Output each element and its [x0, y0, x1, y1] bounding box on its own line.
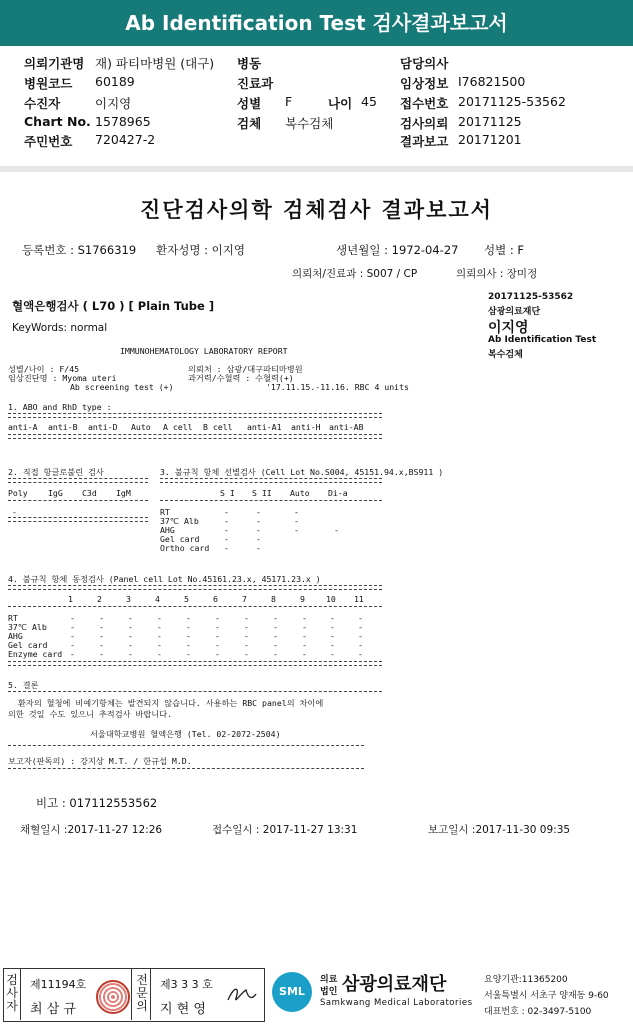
screen-cell: -	[256, 525, 261, 535]
screen-cell: -	[224, 543, 229, 553]
screen-cell: -	[224, 534, 229, 544]
lab-diagnosis: 임상진단명 : Myoma uteri	[8, 373, 117, 383]
panel-cell: -	[186, 613, 191, 623]
panel-cell: -	[215, 613, 220, 623]
label-examiner-2: 사	[6, 986, 18, 1000]
label-accession-no: 접수번호	[400, 96, 449, 111]
panel-cell: -	[157, 649, 162, 659]
reporter: 보고자(판독의) : 강지상 M.T. / 한규섭 M.D.	[8, 756, 192, 766]
screen-row-label: Gel card	[160, 534, 200, 544]
value-age: 45	[361, 94, 377, 109]
value-institution: 재) 파티마병원 (대구)	[95, 56, 215, 71]
screen-col-sii: S II	[252, 488, 272, 498]
sticker-org: 삼광의료재단	[488, 307, 541, 317]
label-report-date: 결과보고	[400, 134, 449, 149]
label-ward: 병동	[237, 56, 262, 71]
panel-col: 11	[354, 594, 364, 604]
screen-row-label: RT	[160, 507, 170, 517]
label-resident-no: 주민번호	[24, 134, 73, 149]
org-prefix-1: 의료	[320, 975, 338, 985]
value-resident-no: 720427-2	[95, 132, 156, 147]
panel-col: 6	[213, 594, 218, 604]
panel-cell: -	[99, 613, 104, 623]
panel-cell: -	[244, 613, 249, 623]
panel-cell: -	[99, 649, 104, 659]
panel-cell: -	[273, 631, 278, 641]
abo-col-9: anti-AB	[329, 422, 364, 432]
value-request-date: 20171125	[458, 114, 522, 129]
report-header-title: Ab Identification Test 검사결과보고서	[0, 0, 633, 46]
panel-cell: -	[358, 613, 363, 623]
lab-report-heading: IMMUNOHEMATOLOGY LABORATORY REPORT	[120, 346, 288, 356]
seal-stamp	[96, 980, 130, 1014]
remark: 비고 : 017112553562	[36, 796, 158, 810]
sticker-name: 이지영	[488, 320, 529, 336]
sticker-specimen: 복수검체	[488, 350, 523, 360]
screen-row-label: Ortho card	[160, 543, 210, 553]
panel-cell: -	[330, 640, 335, 650]
sticker-test: Ab Identification Test	[488, 335, 597, 345]
screen-col-auto: Auto	[290, 488, 310, 498]
panel-col: 8	[271, 594, 276, 604]
panel-cell: -	[70, 640, 75, 650]
panel-col: 5	[184, 594, 189, 604]
department: 의뢰처/진료과 : S007 / CP	[292, 268, 418, 280]
label-patient: 수진자	[24, 96, 61, 111]
scanned-report	[0, 172, 633, 962]
screen-cell: -	[256, 543, 261, 553]
signature-mark	[224, 984, 258, 1006]
divider	[8, 585, 382, 590]
divider	[8, 606, 382, 607]
value-patient: 이지영	[95, 96, 132, 111]
panel-row-label: 37℃ Alb	[8, 622, 47, 632]
panel-cell: -	[358, 640, 363, 650]
panel-cell: -	[157, 622, 162, 632]
panel-cell: -	[302, 622, 307, 632]
panel-cell: -	[273, 613, 278, 623]
requesting-doctor: 의뢰의사 : 장미정	[456, 268, 538, 280]
sml-logo-icon: SML	[272, 972, 312, 1012]
panel-cell: -	[244, 631, 249, 641]
panel-cell: -	[215, 640, 220, 650]
panel-cell: -	[215, 649, 220, 659]
lab-transfusion-detail: '17.11.15.-11.16. RBC 4 units	[266, 382, 409, 392]
panel-cell: -	[358, 622, 363, 632]
address: 서울특별시 서초구 양재동 9-60	[484, 991, 609, 1001]
divider	[8, 478, 148, 483]
dat-col-c3d: C3d	[82, 488, 97, 498]
value-accession-no: 20171125-53562	[458, 94, 566, 109]
panel-cell: -	[70, 622, 75, 632]
screen-col-dia: Di-a	[328, 488, 348, 498]
institution-code: 요양기관:11365200	[484, 975, 568, 985]
value-specimen: 복수검체	[285, 116, 334, 131]
divider	[131, 968, 132, 1020]
label-department: 진료과	[237, 76, 274, 91]
abo-col-3: anti-D	[88, 422, 118, 432]
specialist-name: 지 현 영	[160, 1002, 206, 1017]
panel-row-label: RT	[8, 613, 18, 623]
panel-cell: -	[330, 613, 335, 623]
label-doctor: 담당의사	[400, 56, 449, 71]
screen-cell: -	[256, 534, 261, 544]
divider	[8, 434, 382, 439]
label-specialist-2: 문	[136, 986, 148, 1000]
patient-name: 환자성명 : 이지영	[156, 243, 245, 257]
label-hospital-code: 병원코드	[24, 76, 73, 91]
divider	[150, 968, 151, 1020]
lab-transfusion-history: 과거력/수혈력 : 수혈력(+)	[188, 373, 294, 383]
section-dat: 2. 직접 항글로불린 검사	[8, 467, 104, 477]
panel-cell: -	[302, 613, 307, 623]
panel-cell: -	[70, 631, 75, 641]
panel-cell: -	[128, 613, 133, 623]
specimen-label-sticker	[484, 288, 614, 360]
value-clinical-info: I76821500	[458, 74, 526, 89]
panel-col: 7	[242, 594, 247, 604]
screen-cell: -	[294, 507, 299, 517]
abo-col-5: A cell	[163, 422, 193, 432]
divider	[8, 500, 148, 501]
patient-sex: 성별 : F	[484, 243, 525, 257]
panel-cell: -	[186, 631, 191, 641]
panel-cell: -	[128, 640, 133, 650]
panel-cell: -	[128, 649, 133, 659]
panel-cell: -	[302, 649, 307, 659]
panel-cell: -	[330, 631, 335, 641]
panel-cell: -	[186, 622, 191, 632]
label-specialist-1: 전	[136, 973, 148, 987]
panel-cell: -	[302, 640, 307, 650]
panel-col: 10	[326, 594, 336, 604]
patient-info-panel	[0, 48, 633, 166]
panel-cell: -	[186, 640, 191, 650]
dat-value: -	[12, 507, 17, 517]
panel-cell: -	[358, 649, 363, 659]
panel-cell: -	[302, 631, 307, 641]
phone-number: 대표번호 : 02-3497-5100	[484, 1007, 592, 1017]
report-title: 진단검사의학 검체검사 결과보고서	[140, 198, 493, 222]
panel-cell: -	[273, 649, 278, 659]
panel-cell: -	[244, 649, 249, 659]
screen-cell: -	[294, 516, 299, 526]
sticker-accession: 20171125-53562	[488, 292, 574, 302]
screen-cell: -	[256, 516, 261, 526]
panel-col: 9	[300, 594, 305, 604]
panel-row-label: Enzyme card	[8, 649, 63, 659]
divider	[8, 661, 382, 666]
value-hospital-code: 60189	[95, 74, 135, 89]
screen-col-si: S I	[220, 488, 235, 498]
divider	[160, 500, 382, 501]
screen-cell: -	[334, 525, 339, 535]
lab-sex-age: 성별/나이 : F/45	[8, 364, 80, 374]
label-examiner-3: 자	[6, 999, 18, 1013]
value-report-date: 20171201	[458, 132, 522, 147]
lab-hospital: 의뢰처 : 삼광/대구파티마병원	[188, 364, 303, 374]
panel-col: 2	[97, 594, 102, 604]
panel-row-label: Gel card	[8, 640, 48, 650]
divider	[8, 691, 382, 692]
org-prefix-2: 법인	[320, 987, 338, 997]
panel-col: 3	[126, 594, 131, 604]
screen-cell: -	[224, 516, 229, 526]
lab-diagnosis-2: Ab screening test (+)	[70, 382, 174, 392]
abo-col-2: anti-B	[48, 422, 78, 432]
panel-cell: -	[99, 631, 104, 641]
panel-cell: -	[273, 640, 278, 650]
collection-datetime: 채혈일시 :2017-11-27 12:26	[20, 824, 163, 836]
section-antibody-id: 4. 불규칙 항체 동정검사 (Panel cell Lot No.45161.23.x, 45171.23.x )	[8, 574, 321, 584]
org-name: 삼광의료재단	[342, 974, 447, 995]
panel-cell: -	[157, 640, 162, 650]
panel-cell: -	[244, 622, 249, 632]
panel-cell: -	[330, 649, 335, 659]
screen-cell: -	[224, 507, 229, 517]
specialist-license-no: 제3 3 3 호	[160, 978, 213, 991]
label-request-date: 검사의뢰	[400, 116, 449, 131]
panel-cell: -	[157, 613, 162, 623]
abo-col-4: Auto	[131, 422, 151, 432]
footer	[0, 962, 633, 1034]
label-age: 나이	[328, 96, 353, 111]
abo-col-1: anti-A	[8, 422, 38, 432]
screen-cell: -	[224, 525, 229, 535]
screen-row-label: 37℃ Alb	[160, 516, 199, 526]
conclusion-text-2: 의한 것일 수도 있으니 추적검사 바랍니다.	[8, 709, 173, 719]
panel-cell: -	[273, 622, 278, 632]
panel-cell: -	[99, 640, 104, 650]
date-of-birth: 생년월일 : 1972-04-27	[336, 243, 459, 257]
screen-row-label: AHG	[160, 525, 175, 535]
dat-col-poly: Poly	[8, 488, 28, 498]
abo-col-7: anti-A1	[247, 422, 282, 432]
panel-cell: -	[70, 613, 75, 623]
panel-cell: -	[99, 622, 104, 632]
panel-cell: -	[358, 631, 363, 641]
section-antibody-screen: 3. 불규칙 항체 선별검사 (Cell Lot No.S004, 45151.94.x,BS911 )	[160, 467, 444, 477]
label-specimen: 검체	[237, 116, 262, 131]
panel-cell: -	[244, 640, 249, 650]
section-abo-rhd: 1. ABO and RhD type :	[8, 402, 112, 412]
examiner-name: 최 삼 규	[30, 1002, 76, 1017]
label-specialist-3: 의	[136, 999, 148, 1013]
dat-col-igg: IgG	[48, 488, 63, 498]
panel-cell: -	[330, 622, 335, 632]
panel-cell: -	[215, 622, 220, 632]
divider	[8, 745, 364, 746]
report-datetime: 보고일시 :2017-11-30 09:35	[428, 824, 571, 836]
blood-bank-contact: 서울대학교병원 혈액은행 (Tel. 02-2072-2504)	[90, 729, 281, 739]
panel-cell: -	[128, 631, 133, 641]
registration-number: 등록번호 : S1766319	[22, 243, 137, 257]
label-examiner-1: 검	[6, 973, 18, 987]
label-institution: 의뢰기관명	[24, 56, 85, 71]
screen-cell: -	[294, 525, 299, 535]
divider	[8, 413, 382, 418]
section-conclusion: 5. 결론	[8, 680, 39, 690]
examiner-license-no: 제11194호	[30, 978, 87, 991]
dat-col-igm: IgM	[116, 488, 131, 498]
test-name: 혈액은행검사 ( L70 ) [ Plain Tube ]	[12, 299, 215, 313]
label-sex: 성별	[237, 96, 262, 111]
divider	[20, 968, 21, 1020]
panel-col: 4	[155, 594, 160, 604]
panel-col: 1	[68, 594, 73, 604]
value-sex: F	[285, 94, 293, 109]
org-english-name: Samkwang Medical Laboratories	[320, 998, 473, 1008]
divider	[8, 517, 148, 522]
divider	[8, 768, 364, 769]
label-clinical-info: 임상정보	[400, 76, 449, 91]
panel-cell: -	[128, 622, 133, 632]
panel-cell: -	[215, 631, 220, 641]
abo-col-8: anti-H	[291, 422, 321, 432]
screen-cell: -	[256, 507, 261, 517]
value-chart-no: 1578965	[95, 114, 151, 129]
label-chart-no: Chart No.	[24, 114, 91, 129]
panel-cell: -	[157, 631, 162, 641]
divider	[160, 478, 382, 483]
conclusion-text-1: 환자의 혈청에 비예기항체는 발견되지 않습니다. 사용하는 RBC panel의 차이에	[18, 698, 324, 708]
receipt-datetime: 접수일시 : 2017-11-27 13:31	[212, 824, 358, 836]
keywords: KeyWords: normal	[12, 322, 108, 334]
panel-row-label: AHG	[8, 631, 23, 641]
panel-cell: -	[186, 649, 191, 659]
abo-col-6: B cell	[203, 422, 233, 432]
panel-cell: -	[70, 649, 75, 659]
